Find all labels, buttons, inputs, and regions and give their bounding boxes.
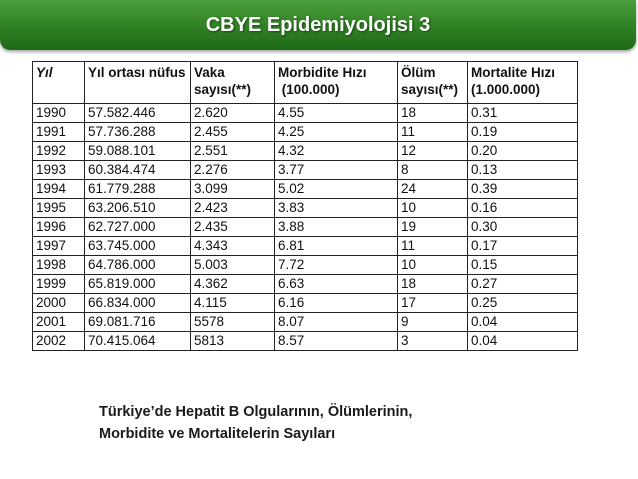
table-cell: 62.727.000 — [85, 218, 191, 237]
table-cell: 5578 — [191, 313, 275, 332]
table-cell: 2.620 — [191, 104, 275, 123]
table-cell: 4.25 — [275, 123, 398, 142]
table-cell: 0.04 — [468, 332, 578, 351]
table-cell: 19 — [398, 218, 468, 237]
table-cell: 63.206.510 — [85, 199, 191, 218]
table-cell: 1997 — [33, 237, 85, 256]
table-cell: 66.834.000 — [85, 294, 191, 313]
table-cell: 1992 — [33, 142, 85, 161]
table-row — [33, 275, 578, 294]
caption-line-2: Morbidite ve Mortalitelerin Sayıları — [99, 426, 336, 442]
table-cell: 2000 — [33, 294, 85, 313]
table-cell: 0.31 — [468, 104, 578, 123]
header-cases — [191, 62, 275, 104]
table-cell: 2001 — [33, 313, 85, 332]
table-cell: 59.088.101 — [85, 142, 191, 161]
header-year-line1: Yıl — [36, 65, 53, 80]
table-cell: 4.362 — [191, 275, 275, 294]
table-cell: 4.343 — [191, 237, 275, 256]
header-morbidity — [275, 62, 398, 104]
table-row — [33, 237, 578, 256]
table-cell: 3 — [398, 332, 468, 351]
header-mortality-line1: Mortalite Hızı — [471, 65, 556, 80]
table-cell: 3.83 — [275, 199, 398, 218]
header-year — [33, 62, 85, 104]
table-cell: 8.07 — [275, 313, 398, 332]
table-row — [33, 199, 578, 218]
header-mortality — [468, 62, 578, 104]
table-cell: 57.736.288 — [85, 123, 191, 142]
table-header-row — [33, 62, 578, 104]
table-cell: 5.003 — [191, 256, 275, 275]
table-cell: 0.19 — [468, 123, 578, 142]
hepatitis-b-table — [32, 61, 578, 351]
header-deaths-line1: Ölüm — [401, 65, 436, 80]
table-cell: 3.88 — [275, 218, 398, 237]
table-cell: 0.17 — [468, 237, 578, 256]
table-cell: 12 — [398, 142, 468, 161]
header-mortality-line2: (1.000.000) — [471, 82, 541, 97]
table-cell: 24 — [398, 180, 468, 199]
slide-title: CBYE Epidemiyolojisi 3 — [205, 13, 431, 36]
table-cell: 0.39 — [468, 180, 578, 199]
table-row — [33, 294, 578, 313]
table-cell: 0.20 — [468, 142, 578, 161]
table-cell: 63.745.000 — [85, 237, 191, 256]
table-cell: 9 — [398, 313, 468, 332]
table-cell: 6.81 — [275, 237, 398, 256]
table-cell: 10 — [398, 256, 468, 275]
table-cell: 60.384.474 — [85, 161, 191, 180]
table-cell: 2002 — [33, 332, 85, 351]
table-cell: 2.423 — [191, 199, 275, 218]
table-cell: 4.55 — [275, 104, 398, 123]
table-cell: 2.455 — [191, 123, 275, 142]
table-cell: 0.13 — [468, 161, 578, 180]
table-cell: 18 — [398, 104, 468, 123]
header-population-line1: Yıl ortası nüfus — [88, 65, 186, 80]
table-cell: 11 — [398, 123, 468, 142]
table-row — [33, 123, 578, 142]
table-cell: 6.16 — [275, 294, 398, 313]
table-cell: 1993 — [33, 161, 85, 180]
table-cell: 8 — [398, 161, 468, 180]
table-cell: 7.72 — [275, 256, 398, 275]
table-row — [33, 313, 578, 332]
table-cell: 0.30 — [468, 218, 578, 237]
table-cell: 2.435 — [191, 218, 275, 237]
table-cell: 1994 — [33, 180, 85, 199]
table-row — [33, 256, 578, 275]
table-row — [33, 161, 578, 180]
table-cell: 5.02 — [275, 180, 398, 199]
table-cell: 69.081.716 — [85, 313, 191, 332]
table-cell: 2.551 — [191, 142, 275, 161]
table-cell: 4.115 — [191, 294, 275, 313]
header-cases-line1: Vaka — [194, 65, 225, 80]
table-cell: 18 — [398, 275, 468, 294]
table-body — [33, 104, 578, 351]
table-cell: 1996 — [33, 218, 85, 237]
table-cell: 1990 — [33, 104, 85, 123]
table-cell: 2.276 — [191, 161, 275, 180]
table-row — [33, 218, 578, 237]
table-row — [33, 180, 578, 199]
table-cell: 1999 — [33, 275, 85, 294]
caption-line-1: Türkiye’de Hepatit B Olgularının, Ölümlerinin, — [99, 404, 413, 420]
table-cell: 4.32 — [275, 142, 398, 161]
title-banner — [0, 0, 636, 50]
header-morbidity-line2: (100.000) — [278, 82, 340, 97]
table-cell: 64.786.000 — [85, 256, 191, 275]
table-cell: 0.15 — [468, 256, 578, 275]
table-cell: 1991 — [33, 123, 85, 142]
table-cell: 10 — [398, 199, 468, 218]
table-cell: 0.04 — [468, 313, 578, 332]
table-cell: 11 — [398, 237, 468, 256]
header-deaths — [398, 62, 468, 104]
table-cell: 1995 — [33, 199, 85, 218]
table-cell: 1998 — [33, 256, 85, 275]
table-cell: 17 — [398, 294, 468, 313]
table-cell: 3.099 — [191, 180, 275, 199]
table-cell: 6.63 — [275, 275, 398, 294]
table-cell: 0.27 — [468, 275, 578, 294]
table-cell: 8.57 — [275, 332, 398, 351]
header-population — [85, 62, 191, 104]
header-deaths-line2: sayısı(**) — [401, 82, 459, 97]
table-cell: 0.25 — [468, 294, 578, 313]
table-cell: 65.819.000 — [85, 275, 191, 294]
table-cell: 5813 — [191, 332, 275, 351]
slide-caption — [99, 401, 569, 445]
table-cell: 61.779.288 — [85, 180, 191, 199]
table-cell: 57.582.446 — [85, 104, 191, 123]
table-cell: 3.77 — [275, 161, 398, 180]
table-cell: 0.16 — [468, 199, 578, 218]
table-row — [33, 104, 578, 123]
table-row — [33, 332, 578, 351]
header-cases-line2: sayısı(**) — [194, 82, 252, 97]
table-cell: 70.415.064 — [85, 332, 191, 351]
table-row — [33, 142, 578, 161]
header-morbidity-line1: Morbidite Hızı — [278, 65, 367, 80]
